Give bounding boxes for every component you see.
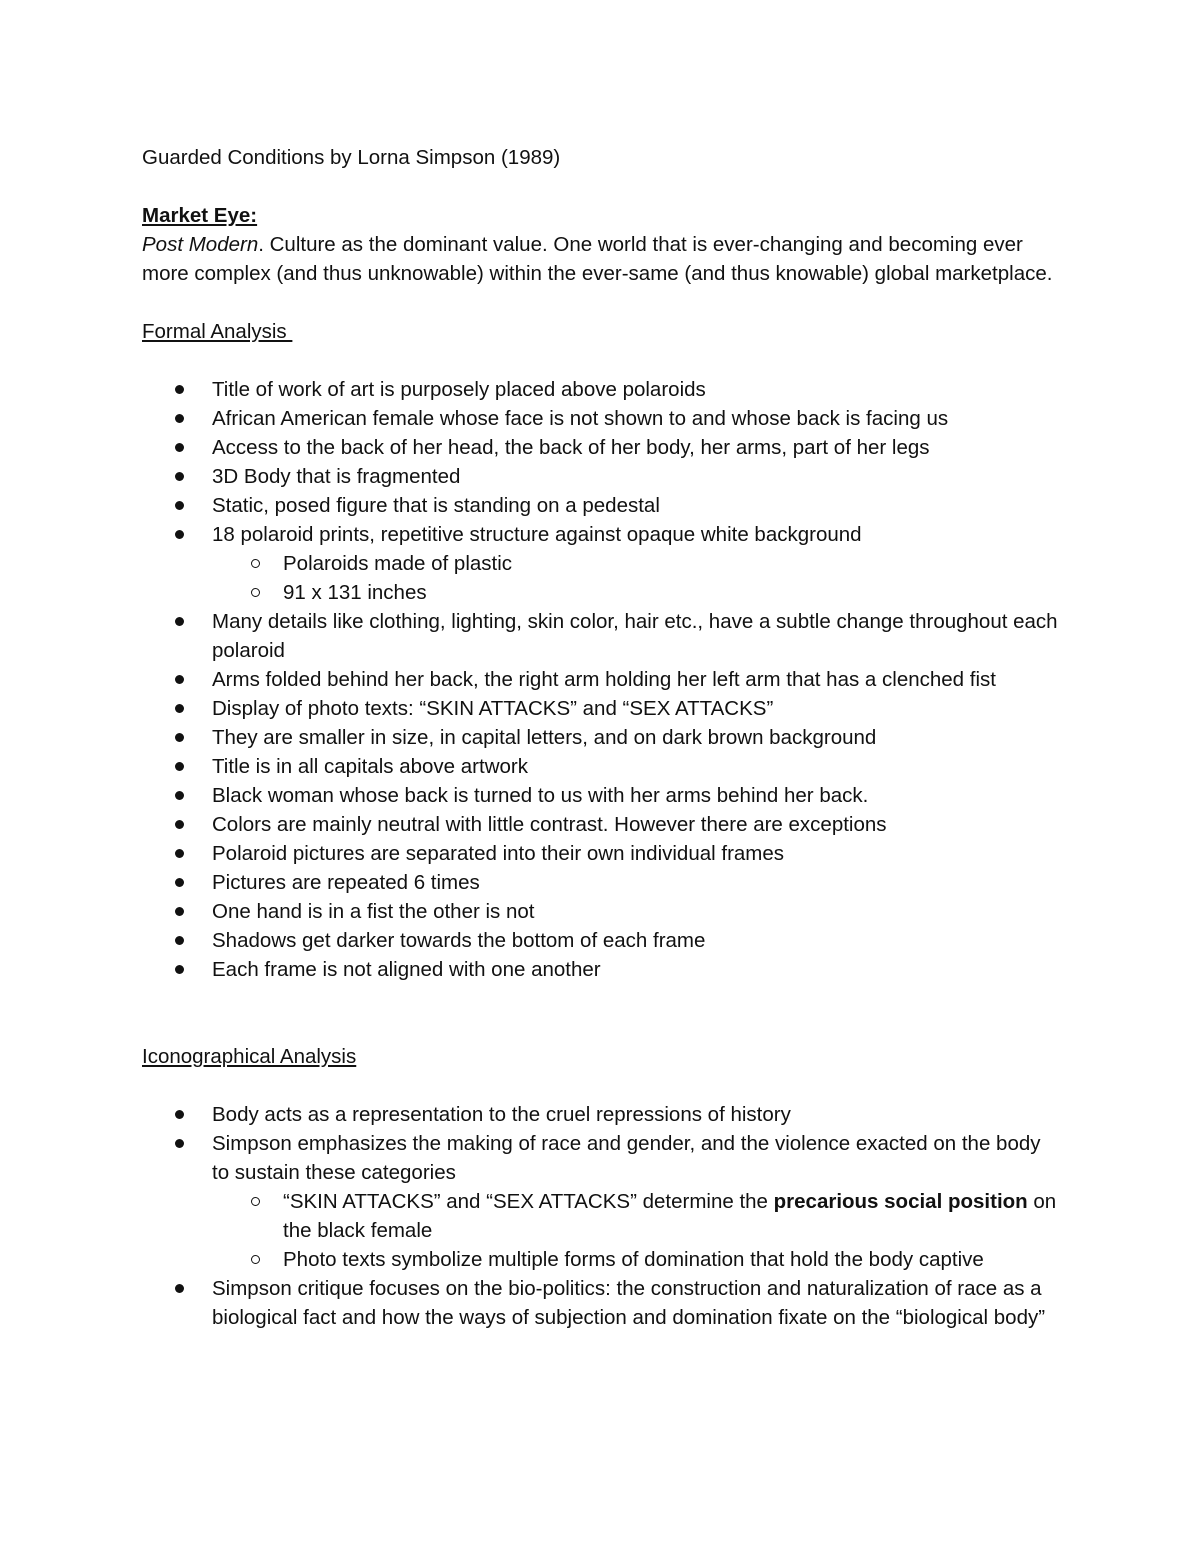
list-item <box>142 491 1062 520</box>
list-item <box>142 607 1062 665</box>
market-eye-italic-lead: Post Modern <box>142 233 259 256</box>
list-item <box>142 1129 1062 1274</box>
list-item <box>142 955 1062 984</box>
hollow-bullet-icon <box>251 1255 260 1264</box>
bullet-icon <box>175 733 184 742</box>
bullet-icon <box>175 704 184 713</box>
sub-list-item <box>212 1187 1062 1245</box>
sub-list-item-text: 91 x 131 inches <box>283 581 427 604</box>
bullet-icon <box>175 762 184 771</box>
bullet-icon <box>175 1110 184 1119</box>
list-item-text: Pictures are repeated 6 times <box>212 871 480 894</box>
hollow-bullet-icon <box>251 588 260 597</box>
sub-list-item-text: “SKIN ATTACKS” and “SEX ATTACKS” determine the <box>283 1190 774 1213</box>
list-item-text: Static, posed figure that is standing on a pedestal <box>212 494 660 517</box>
bullet-icon <box>175 936 184 945</box>
list-item <box>142 810 1062 839</box>
document-page <box>142 143 1062 1332</box>
bullet-icon <box>175 472 184 481</box>
list-item-text: Many details like clothing, lighting, skin color, hair etc., have a subtle change throughout each polaroid <box>212 610 1058 662</box>
market-eye-paragraph <box>142 230 1062 288</box>
list-item <box>142 520 1062 607</box>
list-item-text: Title is in all capitals above artwork <box>212 755 528 778</box>
list-item-text: Polaroid pictures are separated into their own individual frames <box>212 842 785 865</box>
iconographical-analysis-sublist <box>212 1187 1062 1274</box>
list-item-text: Title of work of art is purposely placed above polaroids <box>212 378 706 401</box>
iconographical-analysis-heading: Iconographical Analysis <box>142 1045 357 1068</box>
formal-analysis-heading-text: Formal Analysis <box>142 320 293 343</box>
list-item-text: Simpson critique focuses on the bio-politics: the construction and naturalization of race as a biological fact and how the ways of subjection and domination fixate on the “biological body” <box>212 1277 1046 1329</box>
bullet-icon <box>175 849 184 858</box>
list-item <box>142 694 1062 723</box>
list-item <box>142 1100 1062 1129</box>
list-item <box>142 665 1062 694</box>
list-item-text: Body acts as a representation to the cruel repressions of history <box>212 1103 791 1126</box>
formal-analysis-sublist <box>212 549 1062 607</box>
sub-list-item-text: Polaroids made of plastic <box>283 552 513 575</box>
bullet-icon <box>175 1284 184 1293</box>
list-item-text: Colors are mainly neutral with little contrast. However there are exceptions <box>212 813 887 836</box>
bullet-icon <box>175 443 184 452</box>
list-item-text: They are smaller in size, in capital letters, and on dark brown background <box>212 726 877 749</box>
list-item-text: Access to the back of her head, the back of her body, her arms, part of her legs <box>212 436 930 459</box>
list-item-text: Display of photo texts: “SKIN ATTACKS” and “SEX ATTACKS” <box>212 697 774 720</box>
list-item-text: One hand is in a fist the other is not <box>212 900 535 923</box>
bullet-icon <box>175 907 184 916</box>
list-item-text: 18 polaroid prints, repetitive structure against opaque white background <box>212 523 862 546</box>
market-eye-body: . Culture as the dominant value. One world that is ever-changing and becoming ever more complex (and thus unknowable) within the ever-same (and thus knowable) global marketplace. <box>142 233 1053 285</box>
sub-list-item-text: Photo texts symbolize multiple forms of domination that hold the body captive <box>283 1248 984 1271</box>
list-item-text: African American female whose face is not shown to and whose back is facing us <box>212 407 949 430</box>
list-item-text: 3D Body that is fragmented <box>212 465 461 488</box>
formal-analysis-list <box>142 375 1062 984</box>
hollow-bullet-icon <box>251 1197 260 1206</box>
bullet-icon <box>175 791 184 800</box>
sub-list-item <box>212 578 1062 607</box>
list-item-text: Black woman whose back is turned to us with her arms behind her back. <box>212 784 869 807</box>
list-item <box>142 433 1062 462</box>
list-item <box>142 781 1062 810</box>
list-item-text: Shadows get darker towards the bottom of each frame <box>212 929 706 952</box>
list-item <box>142 462 1062 491</box>
bullet-icon <box>175 820 184 829</box>
list-item <box>142 723 1062 752</box>
sub-list-item <box>212 549 1062 578</box>
document-title: Guarded Conditions by Lorna Simpson (1989) <box>142 146 561 169</box>
list-item <box>142 839 1062 868</box>
list-item <box>142 897 1062 926</box>
list-item <box>142 752 1062 781</box>
hollow-bullet-icon <box>251 559 260 568</box>
list-item-text: Arms folded behind her back, the right arm holding her left arm that has a clenched fist <box>212 668 996 691</box>
bullet-icon <box>175 501 184 510</box>
list-item <box>142 375 1062 404</box>
sub-list-item-text-tail: on the black female <box>283 1190 1057 1242</box>
bullet-icon <box>175 965 184 974</box>
bullet-icon <box>175 878 184 887</box>
iconographical-analysis-list <box>142 1100 1062 1332</box>
bullet-icon <box>175 1139 184 1148</box>
bullet-icon <box>175 617 184 626</box>
bullet-icon <box>175 675 184 684</box>
formal-analysis-heading <box>142 317 1062 346</box>
sub-list-item-bold-text: precarious social position <box>773 1190 1028 1213</box>
bullet-icon <box>175 385 184 394</box>
list-item <box>142 868 1062 897</box>
list-item <box>142 1274 1062 1332</box>
list-item-text: Each frame is not aligned with one another <box>212 958 601 981</box>
bullet-icon <box>175 530 184 539</box>
bullet-icon <box>175 414 184 423</box>
market-eye-heading: Market Eye: <box>142 204 258 227</box>
sub-list-item <box>212 1245 1062 1274</box>
list-item <box>142 404 1062 433</box>
list-item-text: Simpson emphasizes the making of race and gender, and the violence exacted on the body to sustain these categories <box>212 1132 1041 1184</box>
list-item <box>142 926 1062 955</box>
